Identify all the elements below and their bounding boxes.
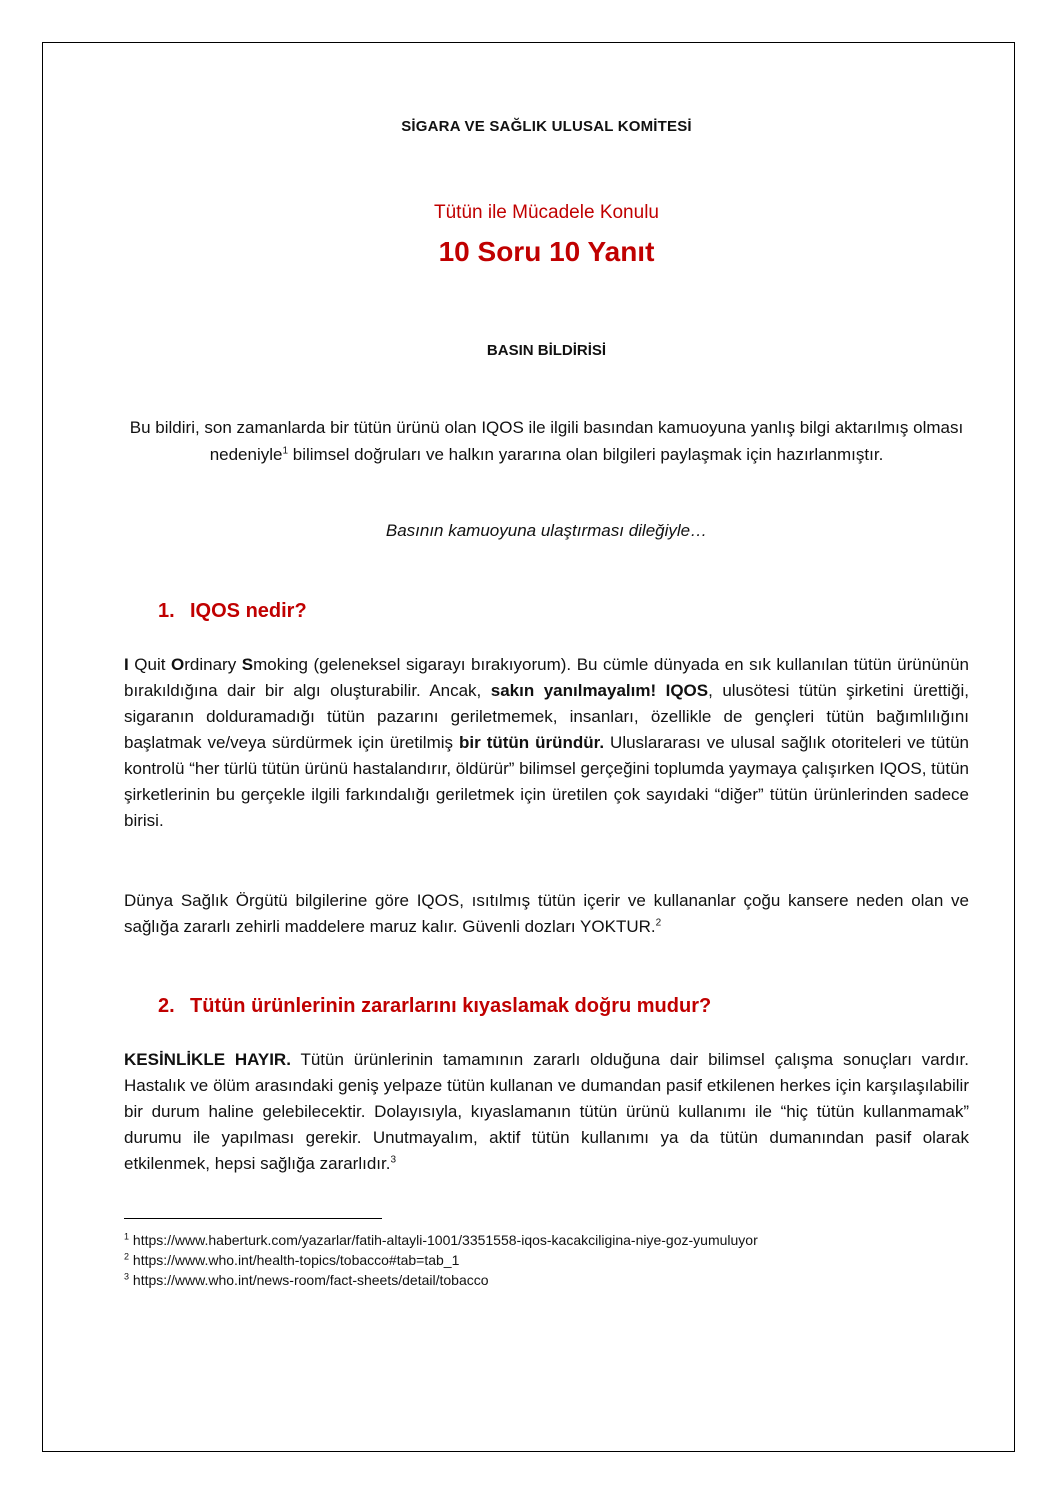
s2-bold-answer: KESİNLİKLE HAYIR. <box>124 1050 291 1069</box>
section-2-number: 2. <box>158 995 175 1017</box>
s1-bold-warning: sakın yanılmayalım! IQOS <box>490 681 709 700</box>
document-title: 10 Soru 10 Yanıt <box>438 236 655 267</box>
s1-text-h: , ulusötesi tütün şirketini ürettiği, sigaranın dolduramadığı tütün pazarını geriletmemek, insanları, özellikle de gençleri tütün bağımlılığını başlatmak ve/veya sürdürmek için üretilmiş <box>124 681 969 752</box>
section-1-number: 1. <box>158 600 175 622</box>
s1-text-f: moking (geleneksel sigarayı bırakıyorum). Bu cümle dünyada en sık kullanılan tütün ürününün bırakıldığına dair bir algı oluşturabilir. Ancak, <box>124 655 970 700</box>
s1-p2-text: Dünya Sağlık Örgütü bilgilerine göre IQOS, ısıtılmış tütün içerir ve kullananlar çoğu kansere neden olan ve sağlığa zararlı zehirli maddelere maruz kalır. Güvenli dozları YOKTUR. <box>124 891 969 936</box>
footnote-2-link[interactable]: https://www.who.int/health-topics/tobacco#tab=tab_1 <box>129 1252 460 1268</box>
document-subtitle: Tütün ile Mücadele Konulu <box>434 202 659 223</box>
section-2-paragraph-1 <box>124 1047 969 1177</box>
section-1-title: IQOS nedir? <box>190 600 307 622</box>
footnote-separator <box>124 1218 382 1219</box>
footnote-3-link[interactable]: https://www.who.int/news-room/fact-sheets/detail/tobacco <box>129 1272 489 1288</box>
s1-text-j: Uluslararası ve ulusal sağlık otoriteleri ve tütün kontrolü “her türlü tütün ürünü hastalandırır, öldürür” bilimsel gerçeğini toplumda yaymaya çalışırken IQOS, tütün şirketlerinin bu gerçekle ilgili farkındalığı geriletmek için üretilen çok sayıdaki “diğer” tütün ürünlerinden sadece birisi. <box>124 733 969 830</box>
acronym-letter-s: S <box>241 655 254 674</box>
footnote-3-number: 3 <box>124 1271 130 1282</box>
s2-p1-text: Tütün ürünlerinin tamamının zararlı olduğuna dair bilimsel çalışma sonuçları vardır. Hastalık ve ölüm arasındaki geniş yelpaze tütün kullanan ve dumandan pasif etkilenen herkes için karşılaşılabilir bir durum haline gelebilecektir. Dolayısıyla, kıyaslamanın tütün ürünü kullanımı ile “hiç tütün kullanmamak” durumu ile yapılması gerekir. Unutmayalım, aktif tütün kullanımı ya da tütün dumanından pasif olarak etkilenmek, hepsi sağlığa zararlıdır. <box>124 1050 969 1173</box>
intro-text-part2: bilimsel doğruları ve halkın yararına olan bilgileri paylaşmak için hazırlanmıştır. <box>288 445 884 464</box>
organization-title: SİGARA VE SAĞLIK ULUSAL KOMİTESİ <box>401 118 692 135</box>
section-2-heading <box>158 995 711 1018</box>
s1-bold-product: bir tütün üründür. <box>459 733 605 752</box>
section-1-paragraph-1 <box>124 652 969 834</box>
footnote-2 <box>124 1250 969 1270</box>
s1-text-b: Quit <box>128 655 172 674</box>
footnote-ref-3[interactable]: 3 <box>390 1154 397 1166</box>
footnote-1-link[interactable]: https://www.haberturk.com/yazarlar/fatih-altayli-1001/3351558-iqos-kacakciligina-niye-goz-yumuluyor <box>129 1232 758 1248</box>
footnote-ref-2[interactable]: 2 <box>655 917 662 929</box>
section-1-paragraph-2 <box>124 888 969 940</box>
section-1-heading <box>158 600 307 623</box>
intro-closing-line: Basının kamuoyuna ulaştırması dileğiyle… <box>385 521 708 540</box>
s1-text-d: rdinary <box>184 655 242 674</box>
intro-paragraph <box>124 414 969 468</box>
footnote-2-number: 2 <box>124 1251 130 1262</box>
acronym-letter-i: I <box>124 655 129 674</box>
footnotes <box>124 1230 969 1290</box>
footnote-1 <box>124 1230 969 1250</box>
acronym-letter-o: O <box>171 655 185 674</box>
press-release-heading: BASIN BİLDİRİSİ <box>486 342 607 359</box>
intro-text-part1: Bu bildiri, son zamanlarda bir tütün ürünü olan IQOS ile ilgili basından kamuoyuna yanlış bilgi aktarılmış olması nedeniyle <box>129 418 964 464</box>
footnote-1-number: 1 <box>124 1231 130 1242</box>
footnote-ref-1[interactable]: 1 <box>282 445 289 457</box>
section-2-title: Tütün ürünlerinin zararlarını kıyaslamak doğru mudur? <box>190 995 712 1017</box>
footnote-3 <box>124 1270 969 1290</box>
